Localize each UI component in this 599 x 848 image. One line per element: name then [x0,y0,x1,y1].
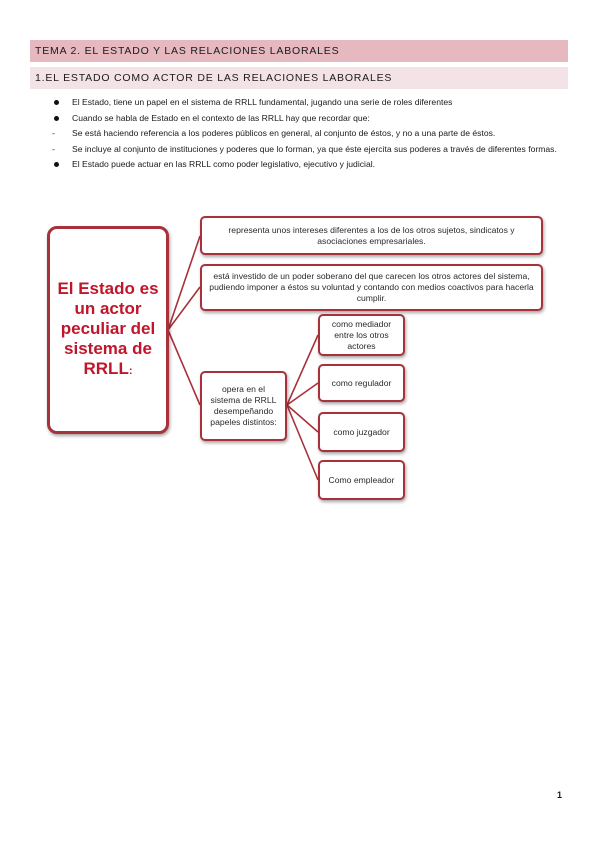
connector-line [168,330,200,405]
role-employer-box: Como empleador [318,460,405,500]
power-box: está investido de un poder soberano del que carecen los otros actores del sistema, pudiendo imponer a éstos su voluntad y contando con medios coactivos para hacerla cumplir. [200,264,543,311]
list-item: Cuando se habla de Estado en el contexto de las RRLL hay que recordar que: [52,111,562,127]
dash-marker: - [52,128,55,138]
interests-box: representa unos intereses diferentes a los de los otros sujetos, sindicatos y asociaciones empresariales. [200,216,543,255]
list-item: El Estado, tiene un papel en el sistema de RRLL fundamental, jugando una serie de roles diferentes [52,95,562,111]
topic-header: TEMA 2. EL ESTADO Y LAS RELACIONES LABORALES [30,40,568,62]
role-mediator-box: como mediador entre los otros actores [318,314,405,356]
page-number: 1 [557,790,563,800]
connector-line [287,405,318,480]
list-item: El Estado puede actuar en las RRLL como poder legislativo, ejecutivo y judicial. [52,157,562,173]
connector-line [168,287,200,330]
dash-marker: - [52,143,55,154]
role-regulator-box: como regulador [318,364,405,402]
section-header: 1.EL ESTADO COMO ACTOR DE LAS RELACIONES LABORALES [30,67,568,89]
connector-line [168,236,200,330]
list-item: - Se está haciendo referencia a los poderes públicos en general, al conjunto de éstos, y no a una parte de éstos. [52,126,562,142]
main-concept-box: El Estado es un actor peculiar del sistema de RRLL: [47,226,169,434]
list-item: - Se incluye al conjunto de instituciones y poderes que lo forman, ya que éste ejercita sus poderes a través de diferentes formas. [52,142,562,158]
connector-line [287,405,318,432]
roles-box: opera en el sistema de RRLL desempeñando papeles distintos: [200,371,287,441]
role-judge-box: como juzgador [318,412,405,452]
